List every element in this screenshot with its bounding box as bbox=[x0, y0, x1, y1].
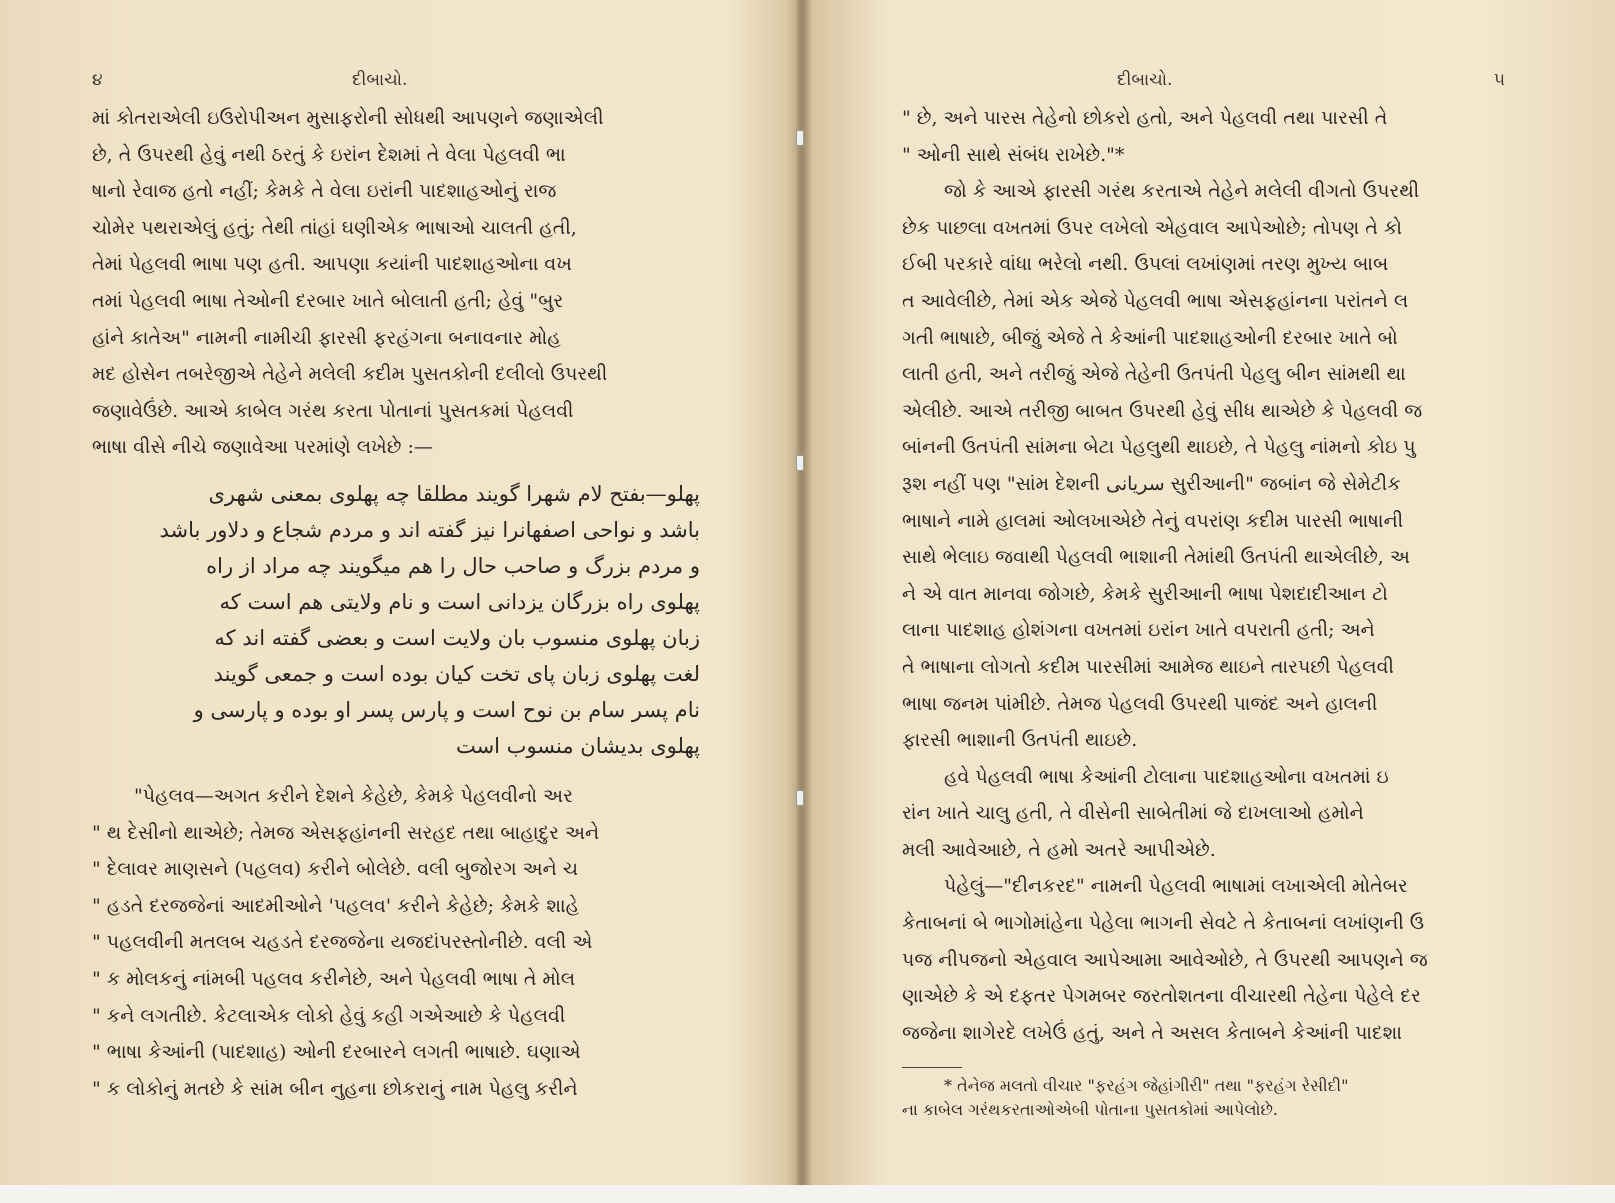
text-line: " ભાષા કેઆંની (પાદશાહ) ઓની દરબારને લગતી ભાષાછે. ઘણાએ bbox=[92, 1041, 581, 1064]
text-line: મલી આવેઆછે, તે હમો અતરે આપીએછે. bbox=[902, 838, 1216, 861]
right-paragraph-4 bbox=[902, 868, 1505, 1051]
text-line: એલીછે. આએ તરીજી બાબત ઉપરથી હેવું સીધ થાએછે કે પેહલવી જ bbox=[902, 399, 1423, 422]
right-page-number: ૫ bbox=[1493, 70, 1505, 90]
footnote-line: * તેનેજ મલતો વીચાર "ફરહંગ જેહાંગીરી" તથા "ફરહંગ રેસીદી" bbox=[944, 1076, 1349, 1096]
left-page-number: ૪ bbox=[92, 70, 103, 90]
persian-line: لغت پهلوی زبان پای تخت کیان بوده است و جمعی گویند bbox=[213, 661, 700, 686]
text-line: તેમાં પેહલવી ભાષા પણ હતી. આપણા કયાંની પાદશાહઓના વખ bbox=[92, 253, 572, 276]
right-paragraph-3 bbox=[902, 759, 1505, 869]
text-line: તે ભાષાના લોગતો કદીમ પારસીમાં આમેજ થાઇને તારપછી પેહલવી bbox=[902, 655, 1394, 678]
text-line: જણાવેઉંછે. આએ કાબેલ ગરંથ કરતા પોતાનાં પુસતકમાં પેહલવી bbox=[92, 399, 574, 422]
left-running-head bbox=[92, 70, 700, 100]
left-page bbox=[0, 0, 800, 1203]
text-line: હવે પેહલવી ભાષા કેઆંની ટોલાના પાદશાહઓના વખતમાં ઇ bbox=[944, 765, 1389, 788]
text-line: "પેહલવ—અગત કરીને દેશને કેહેછે, કેમકે પેહલવીનો અર bbox=[134, 784, 573, 807]
persian-line: پهلو—بفتح لام شهرا گویند مطلقا چه پهلوی بمعنی شهری bbox=[208, 481, 700, 506]
text-line: રાંન ખાતે ચાલુ હતી, તે વીસેની સાબેતીમાં જે દાખલાઓ હમોને bbox=[902, 802, 1364, 825]
text-line: લાના પાદશાહ હોશંગના વખતમાં ઇરાંન ખાતે વપરાતી હતી; અને bbox=[902, 619, 1375, 642]
right-running-head bbox=[902, 70, 1505, 100]
text-line: ગતી ભાષાછે, બીજું એજે તે કેઆંની પાદશાહઓની દરબાર ખાતે બો bbox=[902, 326, 1398, 349]
text-line: પજ નીપજનો એહવાલ આપેઆમા આવેઓછે, તે ઉપરથી આપણને જ bbox=[902, 948, 1428, 971]
gujarati-translation-quote bbox=[92, 778, 700, 1107]
footnote-line: ના કાબેલ ગરંથકરતાઓએબી પોતાના પુસતકોમાં આપેલોછે. bbox=[902, 1100, 1278, 1120]
text-line: " થ દેસીનો થાએછે; તેમજ એસફહાંનની સરહદ તથા બાહાદુર અને bbox=[92, 821, 600, 844]
persian-quotation bbox=[92, 476, 700, 764]
binding-stitch bbox=[796, 790, 804, 806]
text-line: જો કે આએ ફારસી ગરંથ કરતાએ તેહેને મલેલી વીગતો ઉપરથી bbox=[944, 180, 1420, 203]
text-line: છેક પાછલા વખતમાં ઉપર લખેલો એહવાલ આપેઓછે; તોપણ તે કો bbox=[902, 216, 1403, 239]
binding-stitch bbox=[796, 455, 804, 471]
text-line: ભાષા વીસે નીચે જણાવેઆ પરમાંણે લખેછે :— bbox=[92, 436, 433, 459]
left-paragraph-1 bbox=[92, 100, 700, 466]
book-gutter bbox=[786, 0, 812, 1203]
text-line: " દેલાવર માણસને (પહલવ) કરીને બોલેછે. વલી બુજોરગ અને ચ bbox=[92, 858, 579, 881]
text-line: ઈબી પરકારે વાંધા ભરેલો નથી. ઉપલાં લખાંણમાં તરણ મુખ્ય બાબ bbox=[902, 253, 1389, 276]
text-line: " હડતે દરજજેનાં આદમીઓને 'પહલવ' કરીને કેહેછે; કેમકે શાહે bbox=[92, 894, 580, 917]
text-line: " ક મોલકનું નાંમબી પહલવ કરીનેછે, અને પેહલવી ભાષા તે મોલ bbox=[92, 967, 576, 990]
footnote bbox=[902, 1074, 1505, 1122]
text-line: ષાનો રેવાજ હતો નહીં; કેમકે તે વેલા ઇરાંની પાદશાહઓનું રાજ bbox=[92, 180, 557, 203]
text-line: મદ હોસેન તબરેજીએ તેહેને મલેલી કદીમ પુસતકોની દલીલો ઉપરથી bbox=[92, 363, 608, 386]
binding-stitch bbox=[796, 130, 804, 146]
text-line: બાંનની ઉતપંતી સાંમના બેટા પેહલુથી થાઇછે, તે પેહલુ નાંમનો કોઇ પુ bbox=[902, 436, 1416, 459]
text-line: ને એ વાત માનવા જોગછે, કેમકે સુરીઆની ભાષા પેશદાદીઆન ટો bbox=[902, 582, 1388, 605]
text-line: રૂશ નહીં પણ "સાંમ દેશની سریانی સુરીઆની" જબાંન જે સેમેટીક bbox=[902, 472, 1401, 495]
quote-continuation bbox=[902, 100, 1505, 173]
persian-line: نام پسر سام بن نوح است و پارس پسر او بوده و پارسی و bbox=[193, 697, 700, 722]
persian-line: باشد و نواحی اصفهانرا نیز گفته اند و مردم شجاع و دلاور باشد bbox=[159, 517, 700, 542]
text-line: " પહલવીની મતલબ ચહડતે દરજજેના યજદાંપરસ્તોનીછે. વલી એ bbox=[92, 931, 593, 954]
persian-line: زبان پهلوی منسوب بان ولایت است و بعضی گفته اند که bbox=[214, 625, 700, 650]
text-line: સાથે ભેલાઇ જવાથી પેહલવી ભાશાની તેમાંથી ઉતપંતી થાએલીછે, અ bbox=[902, 546, 1410, 569]
text-line: ણાએછે કે એ દફતર પેગમબર જરતોશતના વીચારથી તેહેના પેહેલે દર bbox=[902, 985, 1421, 1008]
persian-line: و مردم بزرگ و صاحب حال را هم میگویند چه مراد از راه bbox=[206, 553, 700, 578]
text-line: ભાષા જનમ પાંમીછે. તેમજ પેહલવી ઉપરથી પાજંદ અને હાલની bbox=[902, 692, 1378, 715]
right-page bbox=[815, 0, 1615, 1203]
text-line: " છે, અને પારસ તેહેનો છોકરો હતો, અને પેહલવી તથા પારસી તે bbox=[902, 107, 1388, 129]
text-line: છે, તે ઉપરથી હેવું નથી ઠરતું કે ઇરાંન દેશમાં તે વેલા પેહલવી ભા bbox=[92, 143, 566, 166]
persian-line: پهلوی بدیشان منسوب است bbox=[455, 733, 700, 758]
text-line: ચોમેર પથરાએલું હતું; તેથી તાંહાં ઘણીએક ભાષાઓ ચાલતી હતી, bbox=[92, 216, 577, 239]
text-line: તમાં પેહલવી ભાષા તેઓની દરબાર ખાતે બોલાતી હતી; હેવું "બુર bbox=[92, 289, 564, 312]
text-line: " ક લોકોનું મતછે કે સાંમ બીન નુહના છોકરાનું નામ પેહલુ કરીને bbox=[92, 1077, 578, 1100]
text-line: " કને લગતીછે. કેટલાએક લોકો હેવું કહી ગએઆછે કે પેહલવી bbox=[92, 1004, 566, 1027]
text-line: જજેના શાગેરદે લખેઉં હતું, અને તે અસલ કેતાબને કેઆંની પાદશા bbox=[902, 1021, 1402, 1044]
persian-line: پهلوی راه بزرگان یزدانی است و نام ولایتی هم است که bbox=[219, 589, 700, 614]
text-line: કેતાબનાં બે ભાગોમાંહેના પેહેલા ભાગની સેવટે તે કેતાબનાં લખાંણની ઉ bbox=[902, 912, 1425, 935]
scan-bottom-edge bbox=[0, 1185, 1615, 1203]
right-running-title: દીબાચો. bbox=[1117, 70, 1173, 90]
right-paragraph-2 bbox=[902, 173, 1505, 759]
text-line: પેહેલું—"દીનકરદ" નામની પેહલવી ભાષામાં લખાએલી મોતેબર bbox=[944, 875, 1408, 898]
footnote-rule bbox=[902, 1067, 962, 1068]
text-line: માં કોતરાએલી ઇઉરોપીઅન મુસાફરોની સોધથી આપણને જણાએલી bbox=[92, 107, 604, 129]
text-line: હાંને કાતેઅ" નામની નામીચી ફારસી ફરહંગના બનાવનાર મોહ bbox=[92, 326, 561, 349]
left-running-title: દીબાચો. bbox=[352, 70, 408, 90]
text-line: ત આવેલીછે, તેમાં એક એજે પેહલવી ભાષા એસફહાંનના પરાંતને લ bbox=[902, 289, 1409, 312]
text-line: " ઓની સાથે સંબંધ રાખેછે."* bbox=[902, 143, 1125, 166]
text-line: લાતી હતી, અને તરીજું એજે તેહેની ઉતપંતી પેહલુ બીન સાંમથી થા bbox=[902, 363, 1406, 386]
text-line: ફારસી ભાશાની ઉતપંતી થાઇછે. bbox=[902, 729, 1138, 752]
text-line: ભાષાને નામે હાલમાં ઓલખાએછે તેનું વપરાંણ કદીમ પારસી ભાષાની bbox=[902, 509, 1404, 532]
